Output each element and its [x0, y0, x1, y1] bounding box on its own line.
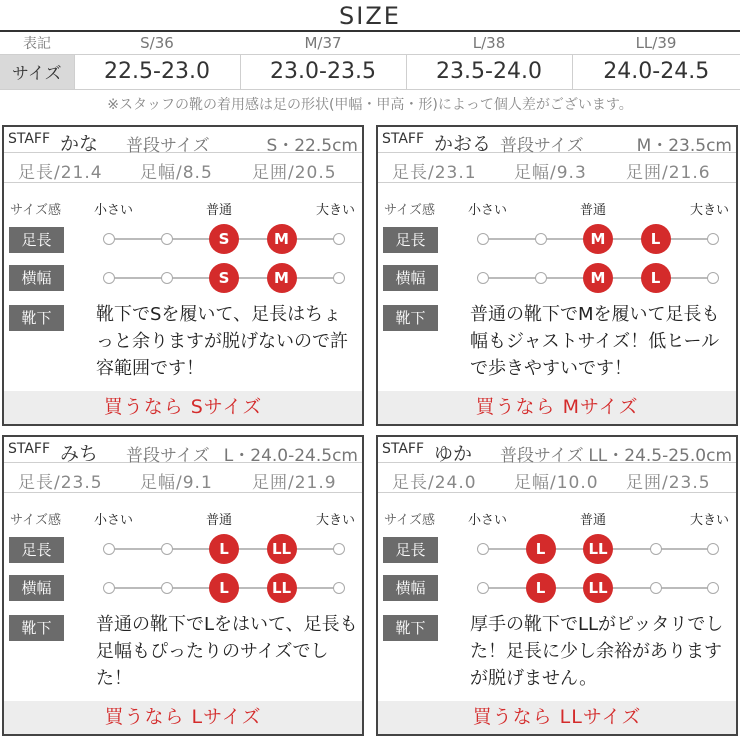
fit-scale-normal: 普通: [580, 203, 607, 218]
scale-dot: [707, 272, 719, 284]
size-table-row-label: サイズ: [0, 54, 74, 89]
foot-width: 足幅/8.5: [140, 163, 213, 183]
scale-dot: [650, 582, 662, 594]
width-fit-track: [109, 269, 339, 287]
scale-dot: [477, 582, 489, 594]
usual-size-value: L・24.0-24.5cm: [223, 446, 358, 466]
size-fit-marker: M: [267, 263, 297, 293]
length-tag: 足長: [9, 227, 64, 253]
page-title: SIZE: [339, 2, 401, 30]
sock-tag: 靴下: [383, 615, 438, 641]
size-value-cell: 24.0-24.5: [572, 54, 740, 89]
fit-scale-big: 大きい: [690, 513, 730, 528]
foot-width: 足幅/10.0: [514, 473, 599, 493]
staff-comment: 普通の靴下でLをはいて、足長も足幅もぴったりのサイズでした！: [96, 614, 358, 689]
scale-dot: [103, 233, 115, 245]
size-fit-marker: M: [583, 224, 613, 254]
size-fit-marker: LL: [267, 573, 297, 603]
staff-comment: 靴下でSを履いて、足長はちょっと余りますが脱げないので許容範囲です！: [96, 304, 348, 379]
foot-measurements: [378, 465, 736, 493]
scale-dot: [333, 272, 345, 284]
size-table-value-row: [0, 54, 740, 89]
fit-scale-title: サイズ感: [10, 513, 61, 528]
fit-disclaimer: ※スタッフの靴の着用感は足の形状(甲幅・甲高・形)によって個人差がございます。: [107, 97, 633, 113]
usual-size-label: 普段サイズ: [500, 446, 584, 466]
scale-dot: [477, 543, 489, 555]
usual-size-label: 普段サイズ: [500, 136, 584, 156]
width-tag: 横幅: [9, 575, 64, 601]
size-fit-marker: L: [526, 573, 556, 603]
scale-dot: [333, 233, 345, 245]
width-tag: 横幅: [383, 265, 438, 291]
recommended-size: 買うなら Lサイズ: [4, 701, 362, 734]
usual-size-value: S・22.5cm: [266, 136, 358, 156]
size-label-cell: LL/39: [572, 32, 740, 54]
fit-scale-title: サイズ感: [10, 203, 61, 218]
size-fit-marker: M: [583, 263, 613, 293]
fit-scale-title: サイズ感: [384, 203, 435, 218]
staff-header: [4, 437, 362, 466]
size-label-cell: M/37: [240, 32, 406, 54]
size-fit-marker: S: [209, 263, 239, 293]
usual-size-label: 普段サイズ: [126, 446, 210, 466]
length-fit-track: [483, 230, 713, 248]
length-tag: 足長: [383, 537, 438, 563]
fit-scale-big: 大きい: [690, 203, 730, 218]
foot-measurements: [378, 155, 736, 183]
foot-length: 足長/21.4: [18, 163, 103, 183]
foot-measurements: [4, 465, 362, 493]
sock-tag: 靴下: [383, 305, 438, 331]
recommended-size: 買うなら Sサイズ: [4, 391, 362, 424]
staff-comment: 厚手の靴下でLLがピッタリでした！足長に少し余裕がありますが脱げません。: [470, 614, 724, 689]
staff-label: STAFF: [8, 131, 51, 147]
fit-scale-normal: 普通: [580, 513, 607, 528]
staff-name: みち: [60, 443, 99, 465]
staff-header: [378, 437, 736, 466]
fit-scale-big: 大きい: [316, 203, 356, 218]
scale-dot: [103, 272, 115, 284]
scale-dot: [707, 233, 719, 245]
fit-scale-small: 小さい: [94, 203, 134, 218]
width-fit-track: [483, 269, 713, 287]
fit-scale-normal: 普通: [206, 513, 233, 528]
staff-card: [376, 125, 738, 426]
staff-comment: 普通の靴下でMを履いて足長も幅もジャストサイズ！低ヒールで歩きやすいです！: [470, 304, 720, 379]
scale-dot: [477, 233, 489, 245]
size-fit-marker: LL: [267, 534, 297, 564]
size-fit-marker: L: [641, 263, 671, 293]
size-label-cell: L/38: [406, 32, 572, 54]
foot-length: 足長/23.5: [18, 473, 103, 493]
foot-length: 足長/23.1: [392, 163, 477, 183]
fit-scale-title: サイズ感: [384, 513, 435, 528]
size-fit-marker: L: [641, 224, 671, 254]
width-fit-track: [483, 579, 713, 597]
length-fit-track: [109, 540, 339, 558]
staff-header: [4, 127, 362, 156]
recommended-size: 買うなら Mサイズ: [378, 391, 736, 424]
foot-length: 足長/24.0: [392, 473, 477, 493]
scale-dot: [650, 543, 662, 555]
scale-dot: [535, 233, 547, 245]
scale-dot: [333, 582, 345, 594]
scale-dot: [477, 272, 489, 284]
staff-label: STAFF: [382, 441, 425, 457]
size-fit-marker: LL: [583, 573, 613, 603]
staff-name: かおる: [434, 133, 492, 155]
size-fit-marker: L: [209, 534, 239, 564]
scale-dot: [161, 233, 173, 245]
length-tag: 足長: [9, 537, 64, 563]
size-table-header-label: 表記: [0, 32, 74, 54]
staff-card: [376, 435, 738, 736]
scale-dot: [103, 543, 115, 555]
size-value-cell: 22.5-23.0: [74, 54, 240, 89]
staff-label: STAFF: [8, 441, 51, 457]
size-fit-marker: L: [526, 534, 556, 564]
scale-dot: [161, 582, 173, 594]
scale-dot: [161, 543, 173, 555]
fit-scale-normal: 普通: [206, 203, 233, 218]
size-value-cell: 23.5-24.0: [406, 54, 572, 89]
usual-size-value: LL・24.5-25.0cm: [588, 446, 732, 466]
length-fit-track: [483, 540, 713, 558]
staff-name: ゆか: [434, 443, 473, 465]
scale-dot: [707, 543, 719, 555]
size-fit-marker: L: [209, 573, 239, 603]
size-value-cell: 23.0-23.5: [240, 54, 406, 89]
size-table: [0, 32, 740, 90]
foot-width: 足幅/9.1: [140, 473, 213, 493]
width-fit-track: [109, 579, 339, 597]
scale-dot: [535, 272, 547, 284]
length-tag: 足長: [383, 227, 438, 253]
staff-card: [2, 435, 364, 736]
fit-scale-big: 大きい: [316, 513, 356, 528]
width-tag: 横幅: [9, 265, 64, 291]
scale-dot: [103, 582, 115, 594]
foot-measurements: [4, 155, 362, 183]
staff-name: かな: [60, 133, 99, 155]
sock-tag: 靴下: [9, 615, 64, 641]
foot-girth: 足囲/20.5: [252, 163, 337, 183]
size-table-header-row: [0, 32, 740, 54]
recommended-size: 買うなら LLサイズ: [378, 701, 736, 734]
scale-dot: [707, 582, 719, 594]
foot-width: 足幅/9.3: [514, 163, 587, 183]
staff-label: STAFF: [382, 131, 425, 147]
fit-scale-small: 小さい: [94, 513, 134, 528]
width-tag: 横幅: [383, 575, 438, 601]
foot-girth: 足囲/23.5: [626, 473, 711, 493]
sock-tag: 靴下: [9, 305, 64, 331]
length-fit-track: [109, 230, 339, 248]
scale-dot: [161, 272, 173, 284]
size-label-cell: S/36: [74, 32, 240, 54]
usual-size-value: M・23.5cm: [636, 136, 732, 156]
foot-girth: 足囲/21.9: [252, 473, 337, 493]
scale-dot: [333, 543, 345, 555]
staff-card: [2, 125, 364, 426]
size-fit-marker: S: [209, 224, 239, 254]
fit-scale-small: 小さい: [468, 513, 508, 528]
fit-scale-small: 小さい: [468, 203, 508, 218]
size-fit-marker: M: [267, 224, 297, 254]
foot-girth: 足囲/21.6: [626, 163, 711, 183]
usual-size-label: 普段サイズ: [126, 136, 210, 156]
staff-header: [378, 127, 736, 156]
size-fit-marker: LL: [583, 534, 613, 564]
